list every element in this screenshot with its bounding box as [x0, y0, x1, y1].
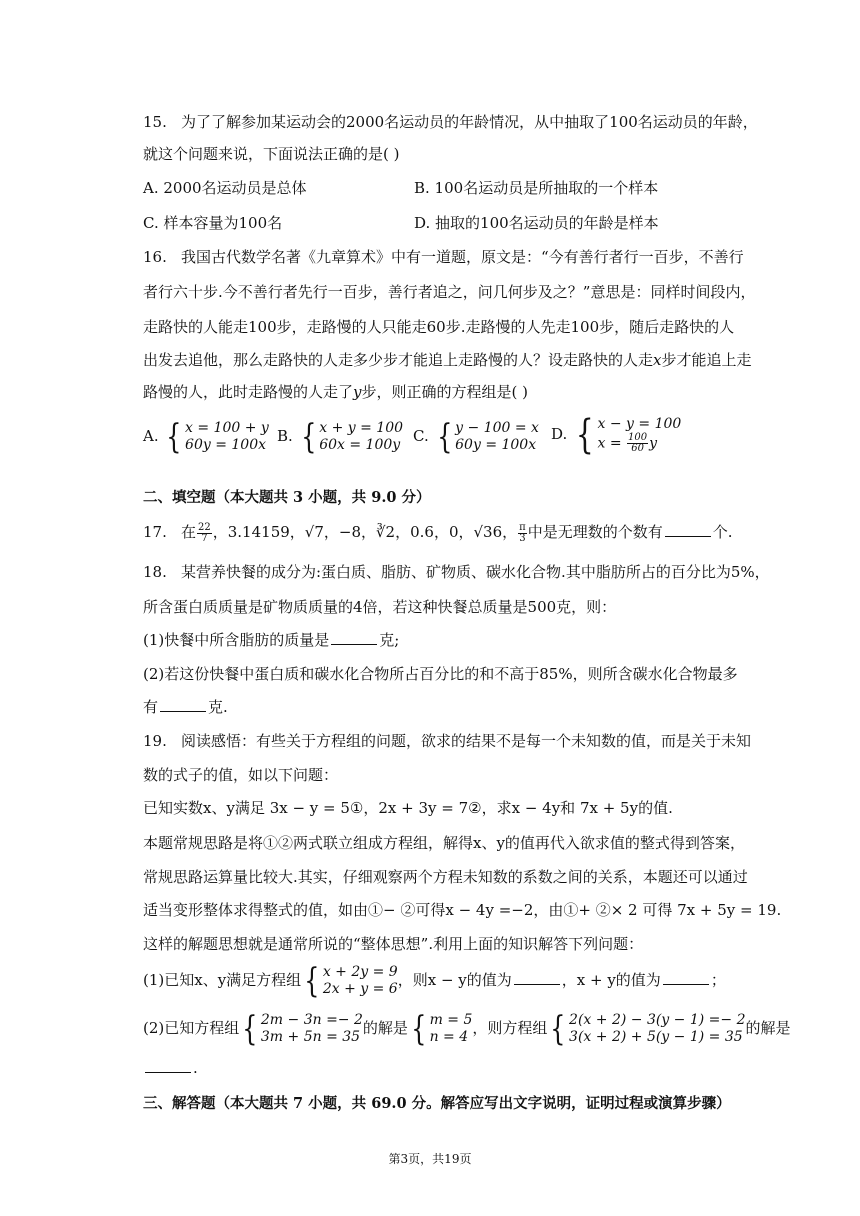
q15-option-c: C. 样本容量为100名 — [143, 214, 283, 232]
q16-line5: 路慢的人，此时走路慢的人走了y步，则正确的方程组是( ) — [143, 383, 528, 401]
q17-answer-blank[interactable] — [665, 522, 711, 537]
section-3-heading: 三、解答题（本大题共 7 小题，共 69.0 分。解答应写出文字说明，证明过程或演算步骤） — [143, 1095, 731, 1112]
q19-line3: 已知实数x、y满足 3x − y = 5①，2x + 3y = 7②，求x − 4y和 7x + 5y的值. — [143, 799, 673, 817]
q18-line2: 所含蛋白质质量是矿物质质量的4倍，若这种快餐总质量是500克，则： — [143, 598, 617, 616]
q18-line1: 18. 某营养快餐的成分为:蛋白质、脂肪、矿物质、碳水化合物.其中脂肪所占的百分比为5%， — [143, 563, 770, 581]
q19-part1: (1)已知x、y满足方程组 { x + 2y = 9 2x + y = 6 ，则x − y的值为 ，x + y的值为 ； — [143, 961, 726, 1001]
q18-number: 18. — [143, 563, 167, 581]
q19-line5: 常规思路运算量比较大.其实，仔细观察两个方程未知数的系数之间的关系，本题还可以通过 — [143, 868, 748, 886]
q19-part2-answer: . — [143, 1058, 198, 1078]
q18-blank-2[interactable] — [160, 697, 206, 712]
q15-line2: 就这个问题来说，下面说法正确的是( ) — [143, 145, 400, 163]
q19-blank-2[interactable] — [663, 970, 709, 985]
q18-line3: (1)快餐中所含脂肪的质量是 克; — [143, 631, 400, 649]
q16-line4: 出发去追他，那么走路快的人走多少步才能追上走路慢的人？设走路快的人走x步才能追上走 — [143, 351, 752, 369]
q15-option-d: D. 抽取的100名运动员的年龄是样本 — [414, 214, 659, 232]
q18-line5: 有 克. — [143, 698, 228, 716]
q16-line2: 者行六十步.今不善行者先行一百步，善行者追之，问几何步及之？”意思是：同样时间段内， — [143, 283, 756, 301]
q19-line2: 数的式子的值，如以下问题： — [143, 766, 339, 784]
q15-option-a: A. 2000名运动员是总体 — [143, 179, 307, 197]
q15-option-b: B. 100名运动员是所抽取的一个样本 — [414, 179, 659, 197]
q19-blank-1[interactable] — [514, 970, 560, 985]
q16-option-d: D. { x − y = 100 x = $\frac{100}{60}$ y — [551, 412, 682, 458]
q19-blank-3[interactable] — [145, 1058, 191, 1073]
q19-line4: 本题常规思路是将①②两式联立组成方程组，解得x、y的值再代入欲求值的整式得到答案， — [143, 834, 745, 852]
q17-line: 17. 在 $\frac{22}{7}$ ，3.14159，√7，−8，∛2，0.6，0，√36， $\frac{\pi}{3}$ 中是无理数的个数有 个. — [143, 521, 733, 544]
q18-line4: (2)若这份快餐中蛋白质和碳水化合物所占百分比的和不高于85%，则所含碳水化合物最多 — [143, 665, 738, 683]
q15-number: 15. — [143, 113, 167, 131]
q16-option-b: B. { x + y = 100 60x = 100y — [277, 417, 404, 457]
q16-option-c: C. { y − 100 = x 60y = 100x — [413, 417, 539, 457]
q19-number: 19. — [143, 732, 167, 750]
q18-blank-1[interactable] — [331, 630, 377, 645]
section-2-heading: 二、填空题（本大题共 3 小题，共 9.0 分） — [143, 489, 431, 506]
q19-line7: 这样的解题思想就是通常所说的“整体思想”.利用上面的知识解答下列问题： — [143, 935, 644, 953]
q19-line1: 19. 阅读感悟：有些关于方程组的问题，欲求的结果不是每一个未知数的值，而是关于未知 — [143, 732, 752, 750]
q17-number: 17. — [143, 523, 167, 541]
q16-number: 16. — [143, 248, 167, 266]
q19-part2: (2)已知方程组 { 2m − 3n =− 2 3m + 5n = 35 的解是 { m = 5 n = 4 ，则方程组 { 2(x + 2) − 3(y − 1) =− 2 3(x + 2) + 5(y − 1) = 35 的解是 — [143, 1009, 791, 1049]
page-footer: 第3页，共19页 — [388, 1152, 472, 1166]
q19-line6: 适当变形整体求得整式的值，如由①− ②可得x − 4y =−2，由①+ ②× 2 可得 7x + 5y = 19. — [143, 901, 782, 919]
q15-line1: 15. 为了了解参加某运动会的2000名运动员的年龄情况，从中抽取了100名运动员的年龄， — [143, 113, 758, 131]
q16-line1: 16. 我国古代数学名著《九章算术》中有一道题，原文是：“今有善行者行一百步，不善行 — [143, 248, 744, 266]
q16-line3: 走路快的人能走100步，走路慢的人只能走60步.走路慢的人先走100步，随后走路快的人 — [143, 318, 735, 336]
q16-option-a: A. { x = 100 + y 60y = 100x — [143, 417, 269, 457]
